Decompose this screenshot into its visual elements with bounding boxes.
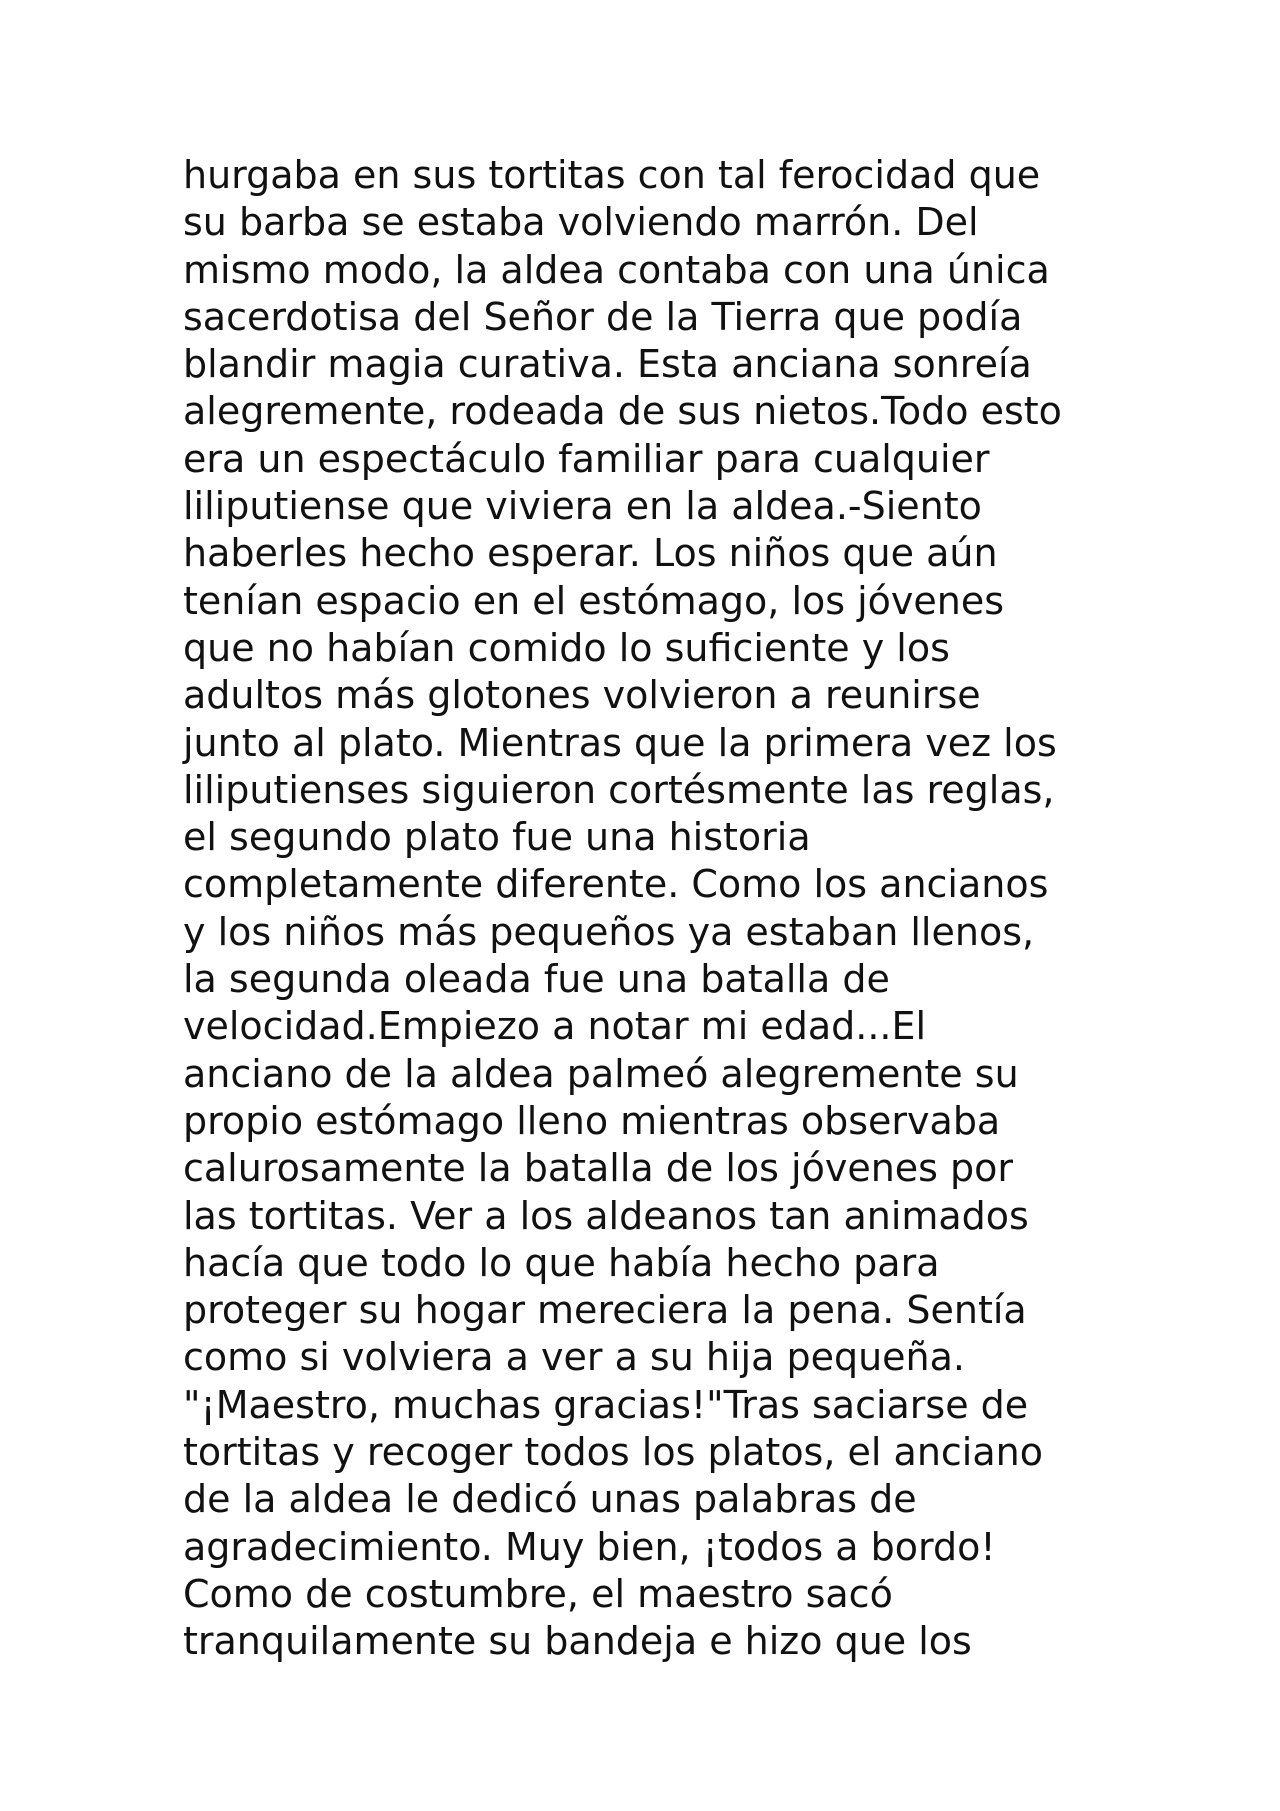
text-line: calurosamente la batalla de los jóvenes por: [183, 1146, 1014, 1191]
text-line: velocidad.Empiezo a notar mi edad...El: [183, 1004, 927, 1049]
text-line: proteger su hogar mereciera la pena. Sentía: [183, 1288, 1027, 1333]
text-line: era un espectáculo familiar para cualquier: [183, 436, 990, 481]
text-line: alegremente, rodeada de sus nietos.Todo esto: [183, 389, 1062, 434]
text-line: la segunda oleada fue una batalla de: [183, 957, 890, 1002]
body-text: [183, 152, 1183, 1666]
text-line: haberles hecho esperar. Los niños que aún: [183, 531, 998, 576]
text-line: liliputiense que viviera en la aldea.-Siento: [183, 484, 982, 529]
text-line: las tortitas. Ver a los aldeanos tan animados: [183, 1193, 1029, 1238]
text-line: sacerdotisa del Señor de la Tierra que podía: [183, 294, 1023, 339]
text-line: tenían espacio en el estómago, los jóvenes: [183, 578, 1005, 623]
text-line: anciano de la aldea palmeó alegremente su: [183, 1051, 1019, 1096]
text-line: junto al plato. Mientras que la primera vez los: [183, 720, 1057, 765]
text-line: Como de costumbre, el maestro sacó: [183, 1571, 893, 1616]
text-line: blandir magia curativa. Esta anciana sonreía: [183, 342, 1032, 387]
text-line: "¡Maestro, muchas gracias!"Tras saciarse de: [183, 1382, 1029, 1427]
text-line: mismo modo, la aldea contaba con una única: [183, 247, 1050, 292]
text-line: como si volviera a ver a su hija pequeña.: [183, 1335, 965, 1380]
text-line: hacía que todo lo que había hecho para: [183, 1240, 940, 1285]
text-line: su barba se estaba volviendo marrón. Del: [183, 200, 979, 245]
text-line: liliputienses siguieron cortésmente las reglas,: [183, 767, 1055, 812]
text-line: adultos más glotones volvieron a reunirse: [183, 673, 981, 718]
text-line: agradecimiento. Muy bien, ¡todos a bordo!: [183, 1524, 996, 1569]
text-line: hurgaba en sus tortitas con tal ferocidad que: [183, 153, 1041, 197]
text-line: tortitas y recoger todos los platos, el anciano: [183, 1430, 1043, 1475]
text-line: propio estómago lleno mientras observaba: [183, 1098, 1001, 1143]
text-line: que no habían comido lo suficiente y los: [183, 625, 950, 670]
text-line: el segundo plato fue una historia: [183, 815, 811, 860]
text-line: tranquilamente su bandeja e hizo que los: [183, 1619, 972, 1664]
text-line: completamente diferente. Como los ancianos: [183, 862, 1049, 907]
text-line: de la aldea le dedicó unas palabras de: [183, 1477, 917, 1522]
text-line: y los niños más pequeños ya estaban llenos,: [183, 909, 1035, 954]
